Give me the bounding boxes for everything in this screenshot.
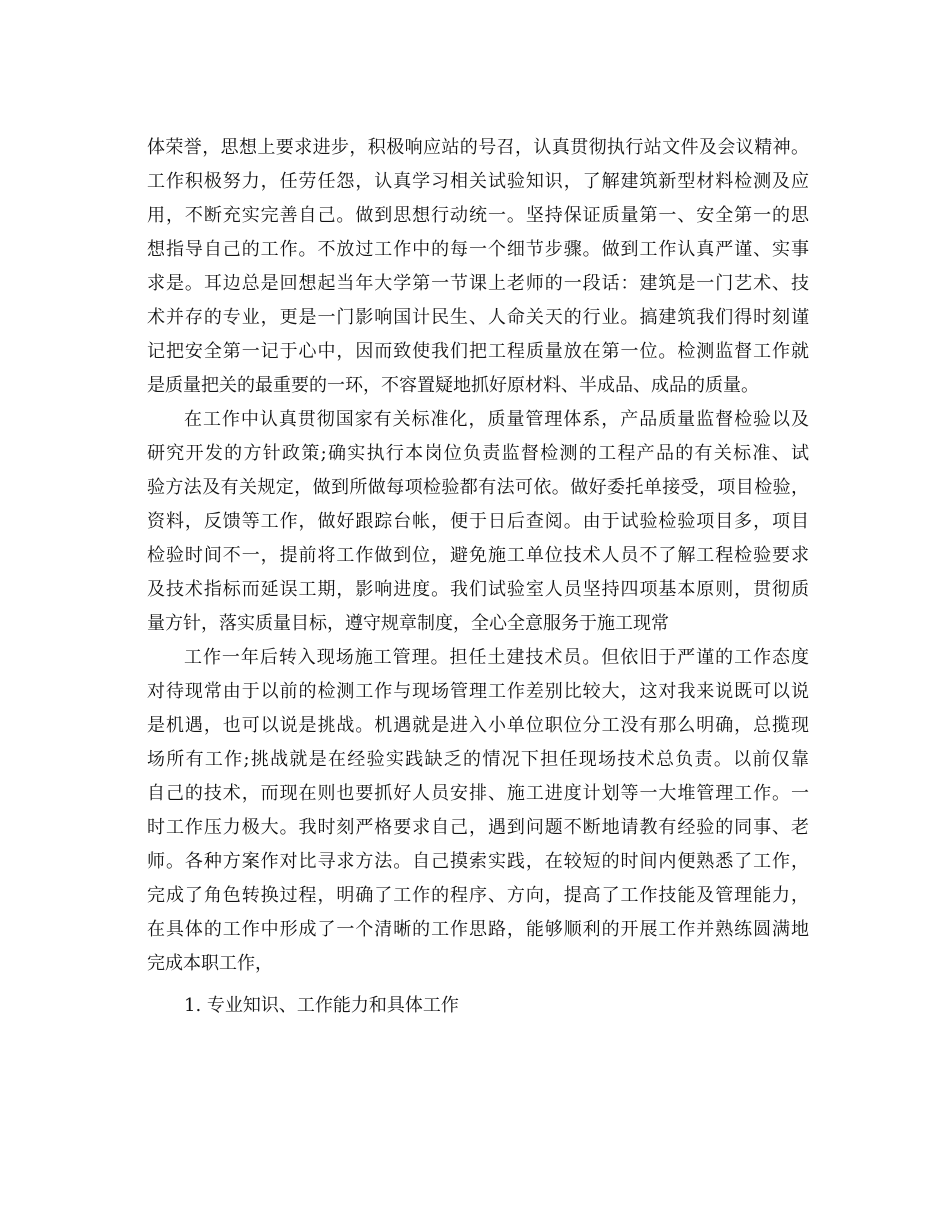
paragraph-1-line: 求是。耳边总是回想起当年大学第一节课上老师的一段话：建筑是一门艺术、技 [147, 273, 809, 294]
paragraph-2-line: 检验时间不一，提前将工作做到位，避免施工单位技术人员不了解工程检验要求 [147, 545, 809, 566]
paragraph-3-line: 场所有工作;挑战就是在经验实践缺乏的情况下担任现场技术总负责。以前仅靠 [147, 749, 809, 770]
paragraph-1-line: 工作积极努力，任劳任怨，认真学习相关试验知识，了解建筑新型材料检测及应 [147, 171, 809, 192]
paragraph-3-line: 完成本职工作， [147, 953, 273, 974]
paragraph-2-line: 资料，反馈等工作，做好跟踪台帐，便于日后查阅。由于试验检验项目多，项目 [147, 511, 809, 532]
paragraph-3-line: 对待现常由于以前的检测工作与现场管理工作差别比较大，这对我来说既可以说 [147, 681, 809, 702]
document-body [147, 131, 809, 1023]
paragraph-2-line: 在工作中认真贯彻国家有关标准化，质量管理体系，产品质量监督检验以及 [184, 409, 809, 430]
paragraph-1-line: 记把安全第一记于心中，因而致使我们把工程质量放在第一位。检测监督工作就 [147, 341, 809, 362]
paragraph-3-line: 工作一年后转入现场施工管理。担任土建技术员。但依旧于严谨的工作态度 [184, 647, 809, 668]
section-heading: 1. 专业知识、工作能力和具体工作 [184, 995, 459, 1016]
paragraph-1-line: 是质量把关的最重要的一环，不容置疑地抓好原材料、半成品、成品的质量。 [147, 375, 759, 396]
paragraph-1-line: 体荣誉，思想上要求进步，积极响应站的号召，认真贯彻执行站文件及会议精神。 [147, 137, 809, 158]
spacer [147, 981, 809, 989]
paragraph-2-line: 验方法及有关规定，做到所做每项检验都有法可依。做好委托单接受，项目检验， [147, 477, 809, 498]
paragraph-3-line: 是机遇，也可以说是挑战。机遇就是进入小单位职位分工没有那么明确，总揽现 [147, 715, 809, 736]
paragraph-3-line: 在具体的工作中形成了一个清晰的工作思路，能够顺利的开展工作并熟练圆满地 [147, 919, 809, 940]
paragraph-3-line: 时工作压力极大。我时刻严格要求自己，遇到问题不断地请教有经验的同事、老 [147, 817, 809, 838]
paragraph-3-line: 师。各种方案作对比寻求方法。自己摸索实践，在较短的时间内便熟悉了工作， [147, 851, 809, 872]
paragraph-1-line: 用，不断充实完善自己。做到思想行动统一。坚持保证质量第一、安全第一的思 [147, 205, 809, 226]
paragraph-2-line: 量方针，落实质量目标，遵守规章制度，全心全意服务于施工现常 [147, 613, 669, 634]
paragraph-3-line: 自己的技术，而现在则也要抓好人员安排、施工进度计划等一大堆管理工作。一 [147, 783, 809, 804]
paragraph-1-line: 想指导自己的工作。不放过工作中的每一个细节步骤。做到工作认真严谨、实事 [147, 239, 809, 260]
paragraph-2-line: 及技术指标而延误工期，影响进度。我们试验室人员坚持四项基本原则，贯彻质 [147, 579, 809, 600]
paragraph-2-line: 研究开发的方针政策;确实执行本岗位负责监督检测的工程产品的有关标准、试 [147, 443, 809, 464]
paragraph-1-line: 术并存的专业，更是一门影响国计民生、人命关天的行业。搞建筑我们得时刻谨 [147, 307, 809, 328]
paragraph-3-line: 完成了角色转换过程，明确了工作的程序、方向，提高了工作技能及管理能力， [147, 885, 809, 906]
